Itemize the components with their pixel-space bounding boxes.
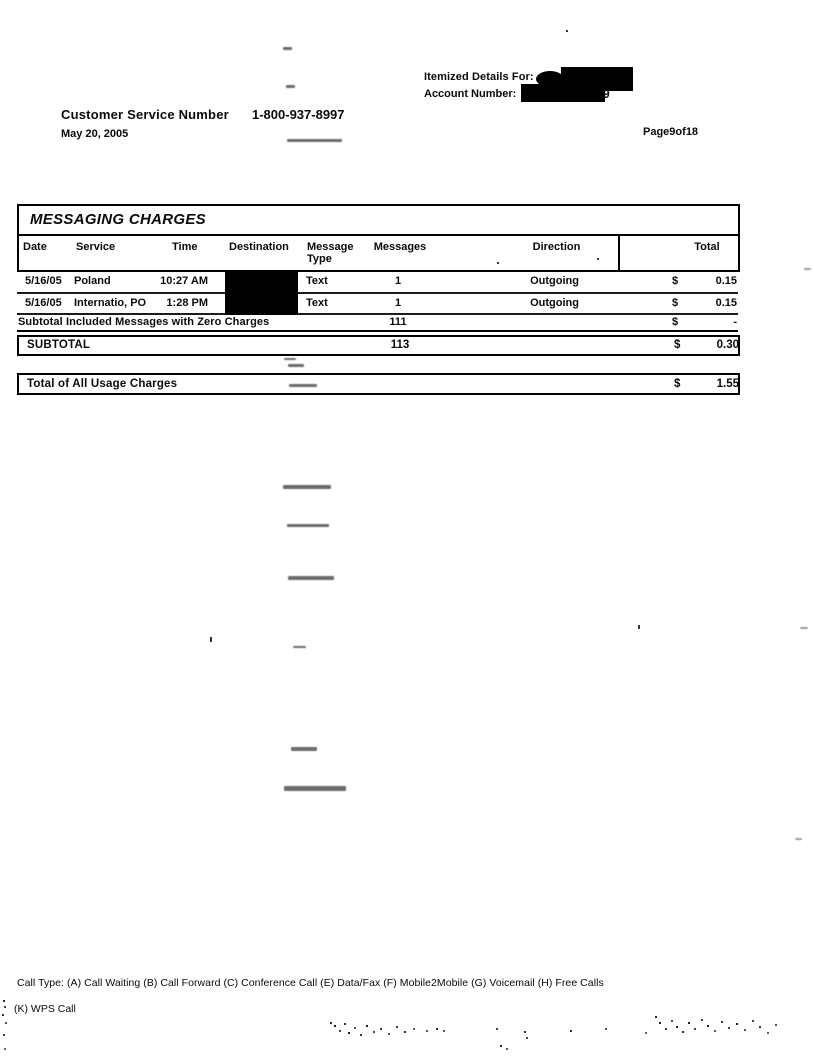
scan-smudge (291, 747, 317, 751)
cell-date: 5/16/05 (25, 275, 62, 287)
scan-smudge (288, 576, 334, 580)
scan-noise (436, 1028, 438, 1030)
scan-speck (566, 30, 568, 32)
scan-smudge (284, 358, 296, 360)
subtotal-row (17, 335, 740, 356)
cell-message-type: Text (306, 297, 328, 309)
total-column-divider (618, 236, 620, 270)
scan-speck (638, 625, 640, 629)
table-row (17, 271, 738, 294)
destination-redaction-box (225, 271, 298, 315)
scan-noise (655, 1016, 657, 1018)
scan-speck (497, 262, 499, 264)
table-column-headers (19, 236, 738, 270)
scan-noise (3, 1000, 5, 1002)
scan-smudge (804, 268, 811, 270)
scan-smudge (288, 364, 304, 367)
scan-smudge (287, 524, 329, 527)
page-total: 18 (685, 126, 699, 138)
itemized-details-label: Itemized Details For: (424, 71, 534, 83)
scan-noise (330, 1022, 332, 1024)
scan-speck (210, 637, 212, 642)
account-number-redaction-box (521, 84, 605, 102)
account-number-label: Account Number: (424, 88, 517, 100)
scan-smudge (293, 646, 306, 648)
cell-currency: $ (672, 275, 679, 287)
scan-noise (500, 1045, 502, 1047)
zero-charges-subtotal-row (17, 315, 738, 332)
cell-messages: 1 (394, 275, 402, 287)
total-usage-currency: $ (674, 378, 681, 390)
scan-smudge (795, 838, 802, 840)
scan-smudge (287, 139, 342, 142)
column-header-total: Total (694, 241, 720, 253)
column-header-date: Date (23, 241, 47, 253)
scan-smudge (283, 47, 292, 50)
column-header-messages: Messages (373, 241, 427, 253)
subtotal-label: SUBTOTAL (27, 339, 91, 351)
subtotal-currency: $ (674, 339, 681, 351)
scan-smudge (800, 627, 808, 629)
cell-service: Poland (74, 275, 111, 287)
cell-direction: Outgoing (530, 297, 579, 309)
zero-charges-currency: $ (672, 316, 679, 328)
cell-amount: 0.15 (715, 275, 737, 287)
column-header-message-type (307, 241, 353, 265)
zero-charges-label: Subtotal Included Messages with Zero Charges (18, 316, 270, 328)
column-header-message-line2: Type (307, 253, 332, 265)
subtotal-amount: 0.30 (716, 339, 739, 351)
column-header-message-line1: Message (307, 241, 354, 253)
cell-date: 5/16/05 (25, 297, 62, 309)
call-type-legend: Call Type: (A) Call Waiting (B) Call Forward (C) Conference Call (E) Data/Fax (F) Mobile2Mobile (G) Voicemail (H) Free Calls (17, 977, 604, 989)
customer-service-label: Customer Service Number (61, 107, 229, 122)
zero-charges-messages: 111 (389, 316, 407, 328)
wps-call-line: (K) WPS Call (14, 1003, 76, 1015)
column-header-destination: Destination (229, 241, 289, 253)
column-header-direction: Direction (532, 241, 581, 253)
cell-direction: Outgoing (530, 275, 579, 287)
scan-speck (597, 258, 599, 260)
scan-smudge (284, 786, 346, 791)
statement-date: May 20, 2005 (61, 128, 129, 140)
column-header-service: Service (76, 241, 116, 253)
cell-amount: 0.15 (715, 297, 737, 309)
cell-messages: 1 (394, 297, 402, 309)
total-usage-charges-row (17, 373, 740, 395)
scan-smudge (289, 384, 317, 387)
table-title: MESSAGING CHARGES (19, 206, 738, 236)
scan-smudge (286, 85, 295, 88)
zero-charges-amount: - (733, 316, 737, 328)
messaging-charges-table-header (17, 204, 740, 272)
page-of-label: of (675, 126, 686, 138)
cell-currency: $ (672, 297, 679, 309)
page-label: Page (643, 126, 670, 138)
cell-time: 1:28 PM (166, 297, 208, 309)
table-row (17, 294, 738, 315)
cell-service: Internatio, PO (74, 297, 147, 309)
scan-smudge (283, 485, 331, 489)
total-usage-amount: 1.55 (716, 378, 739, 390)
cell-time: 10:27 AM (160, 275, 208, 287)
page-current: 9 (669, 126, 676, 138)
total-usage-label: Total of All Usage Charges (27, 378, 178, 390)
account-number-visible-digit: 9 (603, 87, 610, 101)
page-indicator (643, 126, 698, 138)
column-header-time: Time (172, 241, 198, 253)
cell-message-type: Text (306, 275, 328, 287)
subtotal-messages: 113 (390, 339, 410, 351)
scan-noise (570, 1030, 572, 1032)
customer-service-number: 1-800-937-8997 (252, 107, 345, 122)
